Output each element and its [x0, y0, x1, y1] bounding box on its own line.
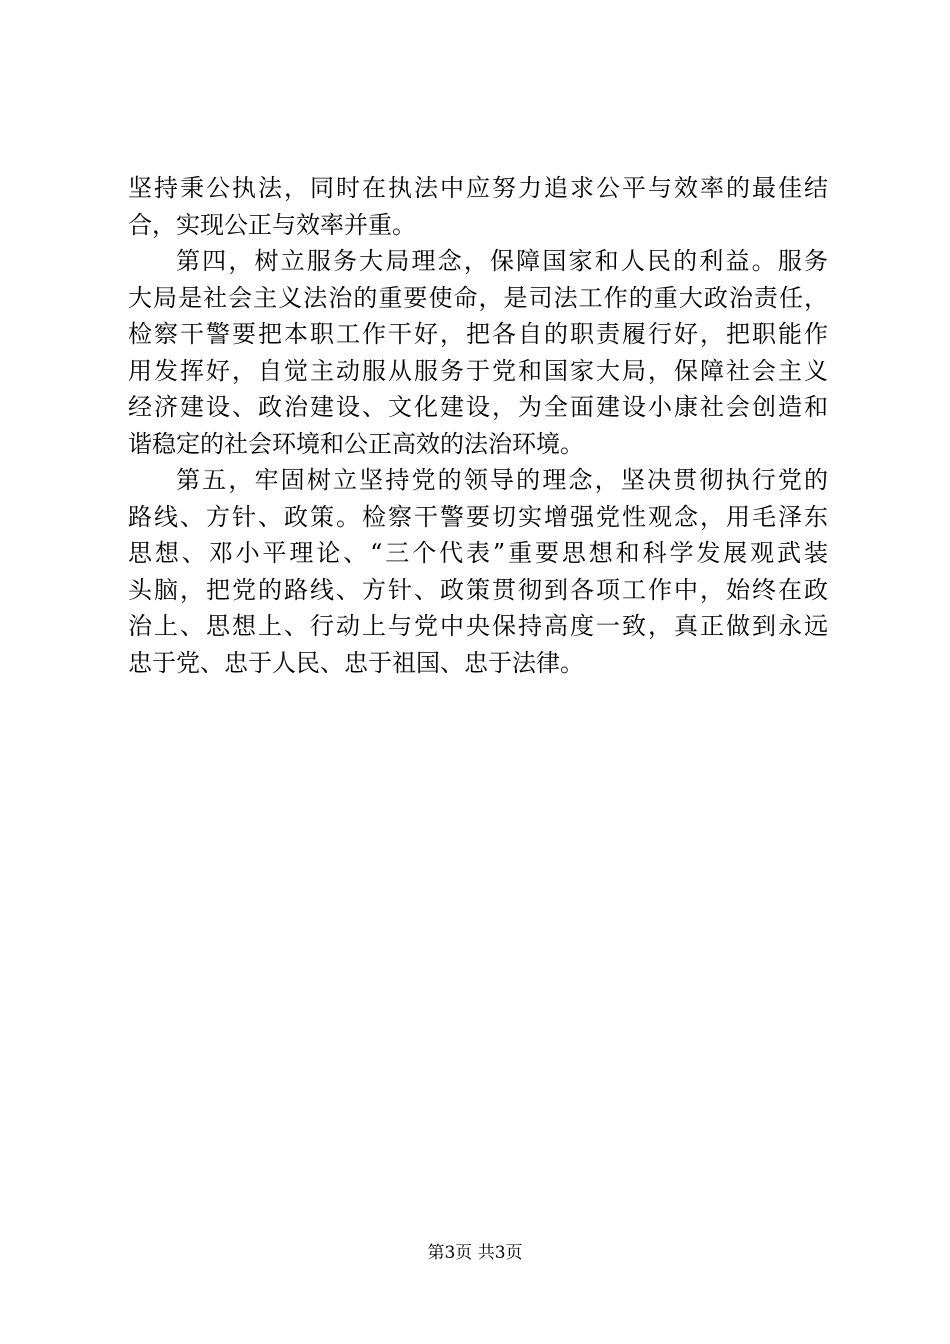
text-line: 大局是社会主义法治的重要使命，是司法工作的重大政治责任， [128, 283, 828, 312]
text-line: 头脑，把党的路线、方针、政策贯彻到各项工作中，始终在政 [128, 575, 828, 604]
text-line: 经济建设、政治建设、文化建设，为全面建设小康社会创造和 [128, 393, 828, 421]
text-line: 合，实现公正与效率并重。 [128, 210, 416, 239]
paragraph-start-line: 第四，树立服务大局理念，保障国家和人民的利益。服务 [176, 247, 828, 275]
text-line: 治上、思想上、行动上与党中央保持高度一致，真正做到永远 [128, 612, 828, 640]
text-line: 路线、方针、政策。检察干警要切实增强党性观念，用毛泽东 [128, 502, 828, 531]
text-line: 坚持秉公执法，同时在执法中应努力追求公平与效率的最佳结 [128, 174, 828, 202]
page-number-footer: 第3页 共3页 [427, 1243, 523, 1263]
paragraph-start-line: 第五，牢固树立坚持党的领导的理念，坚决贯彻执行党的 [176, 466, 828, 494]
text-line: 检察干警要把本职工作干好，把各自的职责履行好，把职能作 [128, 320, 828, 348]
text-line: 忠于党、忠于人民、忠于祖国、忠于法律。 [128, 648, 584, 677]
text-line: 谐稳定的社会环境和公正高效的法治环境。 [128, 429, 584, 458]
text-line: 用发挥好，自觉主动服从服务于党和国家大局，保障社会主义 [128, 356, 828, 385]
document-body [128, 170, 828, 681]
text-line: 思想、邓小平理论、“三个代表”重要思想和科学发展观武装 [128, 539, 828, 567]
